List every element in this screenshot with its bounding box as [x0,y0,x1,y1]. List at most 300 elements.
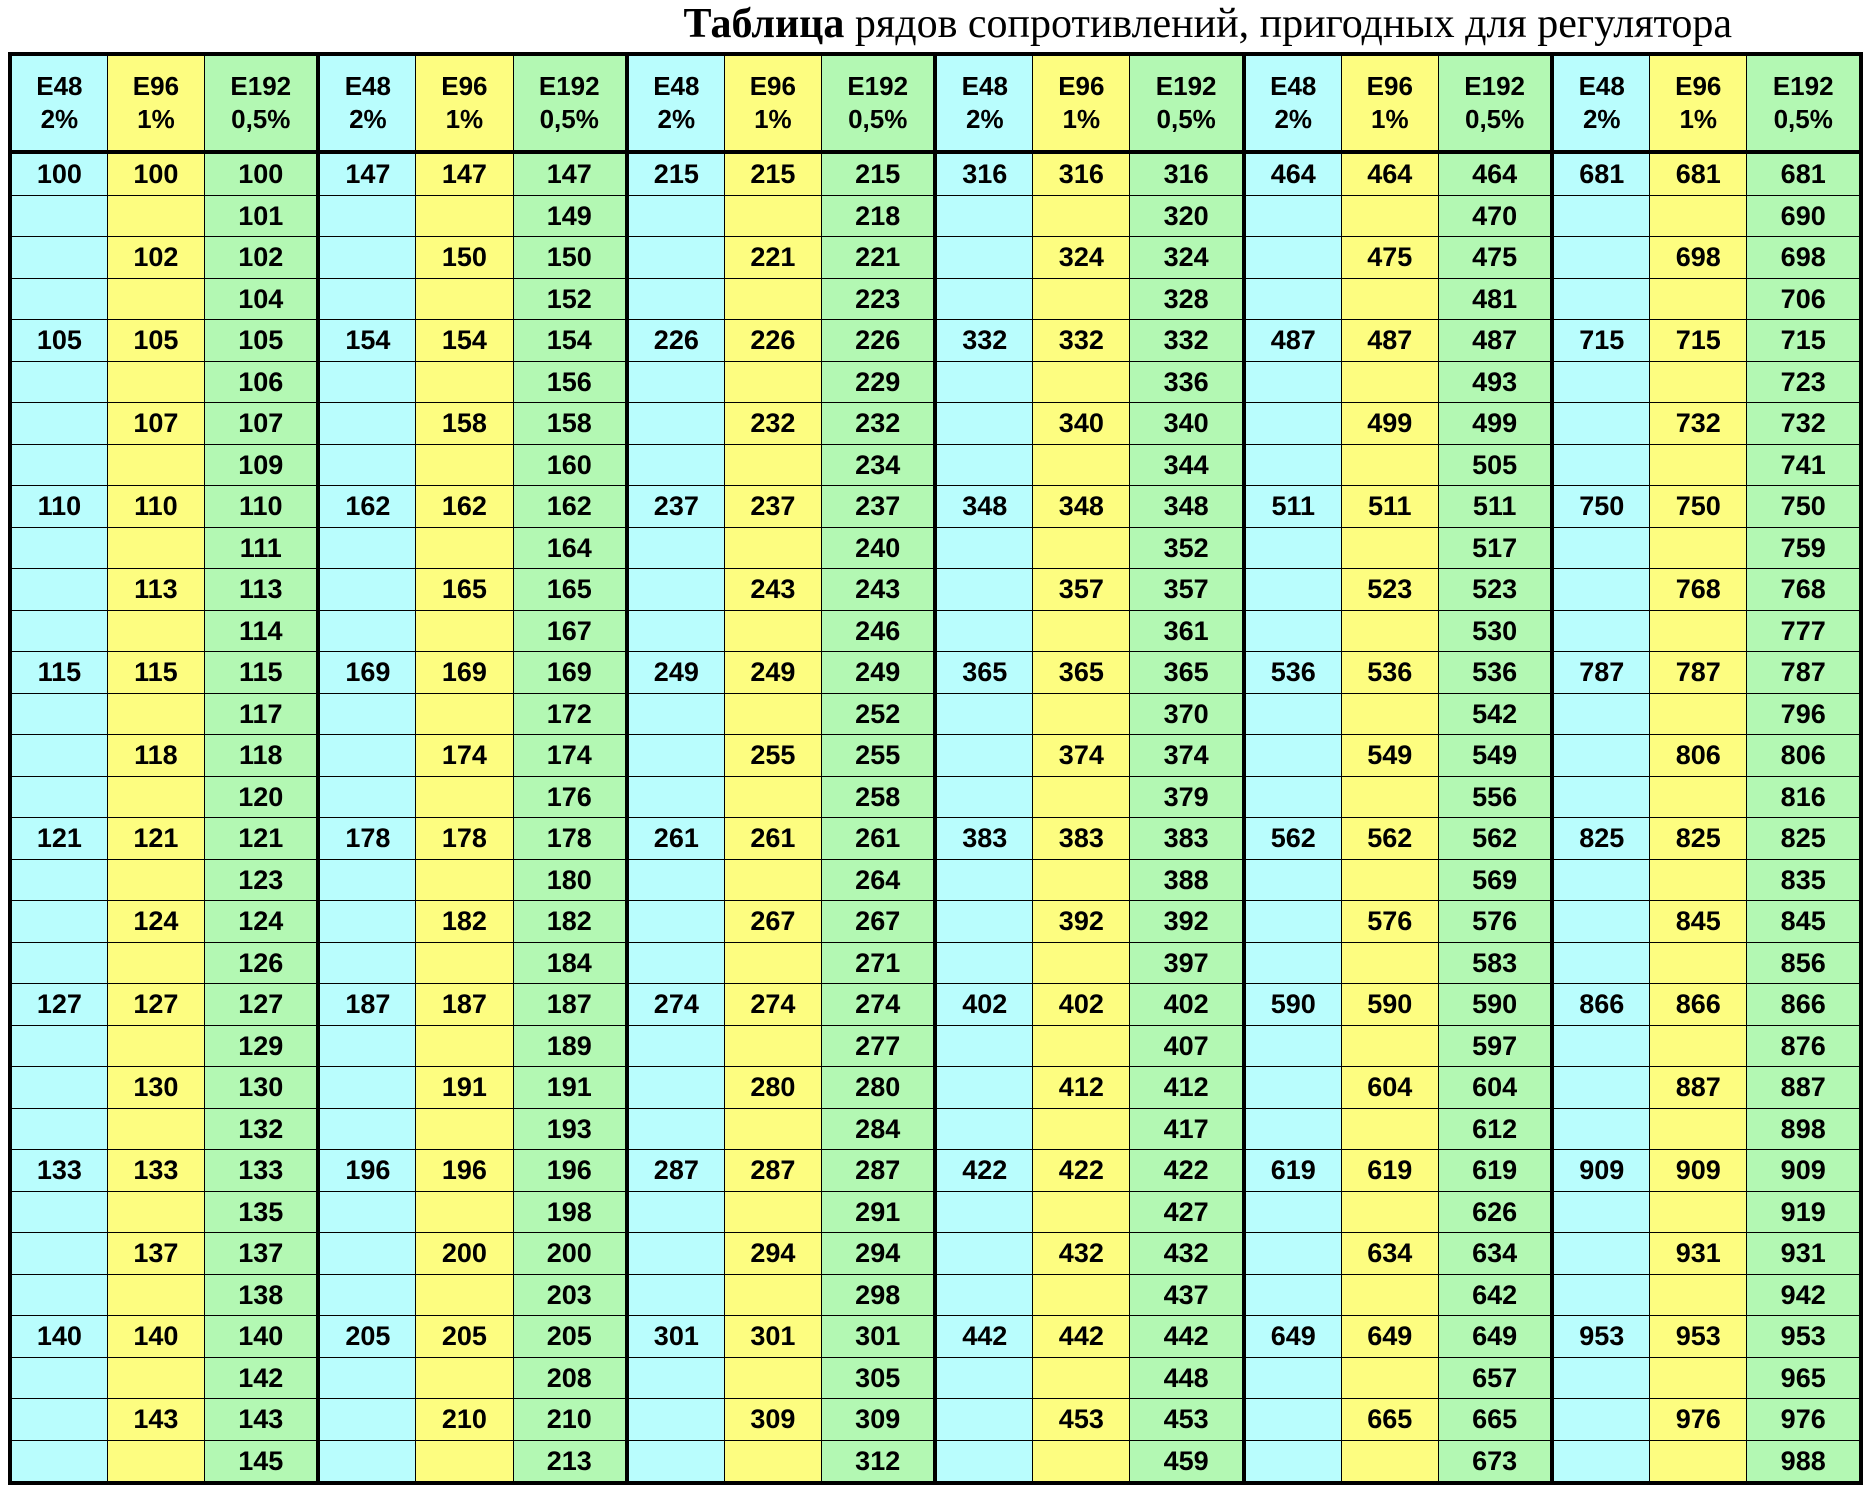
cell-e192: 147 [513,152,627,195]
cell-e96: 806 [1650,735,1747,777]
cell-e96: 301 [724,1316,821,1358]
cell-e48 [627,693,724,735]
header-tolerance: 0,5% [1773,104,1833,134]
cell-e48 [1244,693,1341,735]
cell-e96: 124 [107,901,204,943]
cell-e192: 597 [1438,1025,1552,1067]
table-row [10,527,1861,569]
cell-e48: 169 [318,652,415,694]
cell-e192: 169 [513,652,627,694]
cell-e48 [318,361,415,403]
cell-e48 [935,1025,1032,1067]
cell-e96: 523 [1341,569,1438,611]
cell-e192: 172 [513,693,627,735]
cell-e192: 167 [513,610,627,652]
cell-e192: 255 [822,735,936,777]
cell-e96 [1341,1191,1438,1233]
table-row [10,1274,1861,1316]
cell-e192: 150 [513,237,627,279]
cell-e48: 133 [10,1150,107,1192]
cell-e48: 953 [1552,1316,1649,1358]
cell-e96: 909 [1650,1150,1747,1192]
cell-e192: 569 [1438,859,1552,901]
cell-e192: 104 [205,278,319,320]
cell-e96 [1650,1357,1747,1399]
cell-e96: 365 [1033,652,1130,694]
cell-e48 [935,942,1032,984]
table-row [10,320,1861,362]
cell-e192: 909 [1747,1150,1861,1192]
cell-e48: 681 [1552,152,1649,195]
cell-e96: 287 [724,1150,821,1192]
cell-e192: 243 [822,569,936,611]
cell-e48 [1552,403,1649,445]
cell-e48 [318,1108,415,1150]
cell-e48 [10,942,107,984]
cell-e192: 110 [205,486,319,528]
cell-e48 [1552,444,1649,486]
cell-e48 [10,735,107,777]
cell-e48: 154 [318,320,415,362]
cell-e48 [10,610,107,652]
cell-e192: 249 [822,652,936,694]
table-row [10,278,1861,320]
cell-e192: 328 [1130,278,1244,320]
header-e96-group-5 [1341,54,1438,152]
cell-e192: 750 [1747,486,1861,528]
cell-e48 [1244,735,1341,777]
cell-e192: 619 [1438,1150,1552,1192]
header-e96-group-1 [107,54,204,152]
header-e192-group-3 [822,54,936,152]
cell-e48: 249 [627,652,724,694]
cell-e96: 249 [724,652,821,694]
cell-e48 [935,278,1032,320]
table-row [10,1399,1861,1441]
cell-e96 [416,610,513,652]
cell-e96 [416,859,513,901]
cell-e192: 205 [513,1316,627,1358]
cell-e192: 123 [205,859,319,901]
cell-e192: 976 [1747,1399,1861,1441]
cell-e96 [1341,610,1438,652]
cell-e96 [1650,1108,1747,1150]
cell-e96: 169 [416,652,513,694]
cell-e192: 612 [1438,1108,1552,1150]
cell-e96 [1341,859,1438,901]
cell-e192: 453 [1130,1399,1244,1441]
cell-e96: 750 [1650,486,1747,528]
cell-e96: 576 [1341,901,1438,943]
cell-e48 [318,1025,415,1067]
cell-e96 [1033,1274,1130,1316]
cell-e96: 178 [416,818,513,860]
cell-e192: 898 [1747,1108,1861,1150]
cell-e192: 135 [205,1191,319,1233]
cell-e96 [1650,527,1747,569]
cell-e96 [724,1357,821,1399]
cell-e192: 301 [822,1316,936,1358]
cell-e96: 866 [1650,984,1747,1026]
cell-e96: 422 [1033,1150,1130,1192]
header-tolerance: 2% [657,104,696,134]
cell-e96 [1033,1108,1130,1150]
cell-e48 [10,278,107,320]
cell-e48: 909 [1552,1150,1649,1192]
cell-e96: 536 [1341,652,1438,694]
cell-e48 [1244,1399,1341,1441]
cell-e48: 316 [935,152,1032,195]
header-e192-group-5 [1438,54,1552,152]
cell-e96: 383 [1033,818,1130,860]
cell-e192: 162 [513,486,627,528]
cell-e96 [416,942,513,984]
cell-e48 [318,1440,415,1483]
cell-e192: 965 [1747,1357,1861,1399]
cell-e96: 332 [1033,320,1130,362]
header-series: E192 [1772,71,1834,101]
cell-e96: 150 [416,237,513,279]
cell-e192: 101 [205,195,319,237]
cell-e192: 316 [1130,152,1244,195]
cell-e96: 107 [107,403,204,445]
cell-e192: 576 [1438,901,1552,943]
cell-e96 [1341,527,1438,569]
header-tolerance: 1% [137,104,175,134]
cell-e48 [10,1357,107,1399]
cell-e48 [318,1191,415,1233]
header-tolerance: 0,5% [1156,104,1216,134]
cell-e192: 203 [513,1274,627,1316]
cell-e48: 422 [935,1150,1032,1192]
table-row [10,1025,1861,1067]
cell-e192: 100 [205,152,319,195]
cell-e192: 732 [1747,403,1861,445]
cell-e96: 105 [107,320,204,362]
cell-e48 [1244,195,1341,237]
cell-e192: 121 [205,818,319,860]
cell-e48 [318,776,415,818]
cell-e96 [1033,195,1130,237]
cell-e96 [724,776,821,818]
cell-e96 [1650,942,1747,984]
cell-e96 [724,942,821,984]
cell-e96 [1650,1025,1747,1067]
cell-e48 [318,403,415,445]
cell-e96: 374 [1033,735,1130,777]
cell-e48 [10,403,107,445]
cell-e192: 953 [1747,1316,1861,1358]
header-e48-group-2 [318,54,415,152]
cell-e96 [724,527,821,569]
cell-e96 [107,1440,204,1483]
cell-e96: 162 [416,486,513,528]
cell-e192: 267 [822,901,936,943]
cell-e192: 723 [1747,361,1861,403]
cell-e48: 332 [935,320,1032,362]
cell-e192: 208 [513,1357,627,1399]
cell-e96 [1033,1440,1130,1483]
header-series: E48 [344,71,391,101]
cell-e48 [935,403,1032,445]
cell-e48 [935,237,1032,279]
cell-e192: 407 [1130,1025,1244,1067]
table-row [10,444,1861,486]
cell-e96: 200 [416,1233,513,1275]
cell-e48 [1244,278,1341,320]
cell-e48 [627,569,724,611]
cell-e96 [107,1357,204,1399]
cell-e96 [1033,942,1130,984]
cell-e192: 126 [205,942,319,984]
cell-e48 [318,1233,415,1275]
cell-e192: 189 [513,1025,627,1067]
cell-e192: 931 [1747,1233,1861,1275]
cell-e192: 264 [822,859,936,901]
cell-e48 [318,527,415,569]
cell-e96: 210 [416,1399,513,1441]
cell-e192: 252 [822,693,936,735]
cell-e96: 137 [107,1233,204,1275]
cell-e96 [1650,444,1747,486]
cell-e96 [1650,1274,1747,1316]
cell-e48 [318,901,415,943]
cell-e48 [1244,901,1341,943]
cell-e192: 706 [1747,278,1861,320]
cell-e192: 149 [513,195,627,237]
cell-e48 [10,237,107,279]
cell-e48 [935,859,1032,901]
cell-e96: 237 [724,486,821,528]
cell-e192: 115 [205,652,319,694]
cell-e96 [724,610,821,652]
cell-e192: 604 [1438,1067,1552,1109]
cell-e96: 121 [107,818,204,860]
cell-e192: 499 [1438,403,1552,445]
cell-e96: 102 [107,237,204,279]
header-series: E48 [1270,71,1317,101]
cell-e192: 191 [513,1067,627,1109]
cell-e192: 133 [205,1150,319,1192]
cell-e48 [1244,776,1341,818]
cell-e192: 174 [513,735,627,777]
cell-e48 [1244,1025,1341,1067]
cell-e96: 499 [1341,403,1438,445]
cell-e48 [935,1274,1032,1316]
cell-e48 [1552,859,1649,901]
cell-e96: 825 [1650,818,1747,860]
header-tolerance: 0,5% [539,104,599,134]
cell-e48 [1552,361,1649,403]
cell-e48: 442 [935,1316,1032,1358]
cell-e192: 291 [822,1191,936,1233]
cell-e48 [1552,195,1649,237]
cell-e192: 154 [513,320,627,362]
cell-e48 [935,1357,1032,1399]
table-row [10,859,1861,901]
cell-e192: 357 [1130,569,1244,611]
cell-e48: 750 [1552,486,1649,528]
cell-e96: 787 [1650,652,1747,694]
cell-e48 [318,693,415,735]
cell-e192: 562 [1438,818,1552,860]
header-e192-group-6 [1747,54,1861,152]
cell-e192: 107 [205,403,319,445]
table-row [10,776,1861,818]
cell-e96: 715 [1650,320,1747,362]
table-row [10,1440,1861,1483]
cell-e96 [1033,1191,1130,1233]
table-row [10,1316,1861,1358]
cell-e96 [107,1025,204,1067]
header-tolerance: 2% [40,104,79,134]
title-bold-word: Таблица [683,1,845,47]
cell-e192: 294 [822,1233,936,1275]
cell-e96 [107,1108,204,1150]
cell-e48 [10,1067,107,1109]
cell-e48 [627,735,724,777]
cell-e48: 365 [935,652,1032,694]
cell-e192: 143 [205,1399,319,1441]
cell-e48 [627,527,724,569]
cell-e48 [627,1274,724,1316]
cell-e192: 673 [1438,1440,1552,1483]
cell-e192: 137 [205,1233,319,1275]
cell-e96: 511 [1341,486,1438,528]
cell-e192: 187 [513,984,627,1026]
cell-e96: 113 [107,569,204,611]
cell-e192: 787 [1747,652,1861,694]
cell-e48 [1244,569,1341,611]
cell-e96 [416,776,513,818]
cell-e192: 698 [1747,237,1861,279]
cell-e96: 158 [416,403,513,445]
header-tolerance: 0,5% [1465,104,1525,134]
cell-e192: 158 [513,403,627,445]
cell-e192: 284 [822,1108,936,1150]
cell-e192: 274 [822,984,936,1026]
table-row [10,818,1861,860]
header-tolerance: 2% [349,104,387,134]
table-row [10,152,1861,195]
cell-e192: 523 [1438,569,1552,611]
cell-e192: 365 [1130,652,1244,694]
cell-e96 [1341,361,1438,403]
cell-e96: 634 [1341,1233,1438,1275]
cell-e96 [107,361,204,403]
cell-e96: 255 [724,735,821,777]
cell-e48 [627,1399,724,1441]
cell-e48 [318,735,415,777]
cell-e192: 475 [1438,237,1552,279]
table-row [10,195,1861,237]
cell-e48 [318,1357,415,1399]
cell-e48: 226 [627,320,724,362]
cell-e48 [627,403,724,445]
cell-e192: 517 [1438,527,1552,569]
header-tolerance: 0,5% [231,104,291,134]
cell-e48: 127 [10,984,107,1026]
cell-e192: 634 [1438,1233,1552,1275]
header-e48-group-4 [935,54,1032,152]
cell-e48 [627,1357,724,1399]
table-row [10,1108,1861,1150]
cell-e48 [1552,1108,1649,1150]
cell-e96: 604 [1341,1067,1438,1109]
cell-e96 [416,1108,513,1150]
cell-e48 [1552,693,1649,735]
cell-e96 [1341,776,1438,818]
cell-e96 [724,1440,821,1483]
table-row [10,652,1861,694]
cell-e96 [416,693,513,735]
header-series: E48 [653,71,700,101]
cell-e96: 402 [1033,984,1130,1026]
cell-e192: 835 [1747,859,1861,901]
cell-e48: 619 [1244,1150,1341,1192]
cell-e96 [724,195,821,237]
header-e96-group-3 [724,54,821,152]
cell-e96: 887 [1650,1067,1747,1109]
cell-e192: 277 [822,1025,936,1067]
cell-e96: 412 [1033,1067,1130,1109]
cell-e192: 988 [1747,1440,1861,1483]
cell-e96 [107,859,204,901]
cell-e48 [1244,610,1341,652]
cell-e48 [1244,237,1341,279]
cell-e48 [318,278,415,320]
cell-e48: 649 [1244,1316,1341,1358]
cell-e96: 274 [724,984,821,1026]
cell-e96: 187 [416,984,513,1026]
cell-e96: 221 [724,237,821,279]
title-rest: рядов сопротивлений, пригодных для регулятора [844,1,1732,47]
cell-e48: 464 [1244,152,1341,195]
cell-e48: 301 [627,1316,724,1358]
cell-e96 [1341,444,1438,486]
cell-e48 [1552,527,1649,569]
cell-e192: 942 [1747,1274,1861,1316]
header-tolerance: 1% [754,104,792,134]
table-row [10,610,1861,652]
header-e96-group-2 [416,54,513,152]
cell-e48 [1244,1440,1341,1483]
cell-e192: 184 [513,942,627,984]
cell-e48: 105 [10,320,107,362]
cell-e96 [1341,278,1438,320]
cell-e96: 464 [1341,152,1438,195]
cell-e192: 448 [1130,1357,1244,1399]
cell-e96: 453 [1033,1399,1130,1441]
cell-e192: 777 [1747,610,1861,652]
cell-e192: 118 [205,735,319,777]
header-series: E96 [1366,71,1413,101]
cell-e192: 182 [513,901,627,943]
cell-e48: 140 [10,1316,107,1358]
cell-e192: 816 [1747,776,1861,818]
cell-e96 [1033,1357,1130,1399]
cell-e96: 110 [107,486,204,528]
cell-e192: 229 [822,361,936,403]
cell-e48: 187 [318,984,415,1026]
cell-e192: 298 [822,1274,936,1316]
cell-e96: 590 [1341,984,1438,1026]
cell-e192: 511 [1438,486,1552,528]
cell-e48 [1244,403,1341,445]
cell-e48: 196 [318,1150,415,1192]
cell-e96 [724,278,821,320]
cell-e192: 223 [822,278,936,320]
